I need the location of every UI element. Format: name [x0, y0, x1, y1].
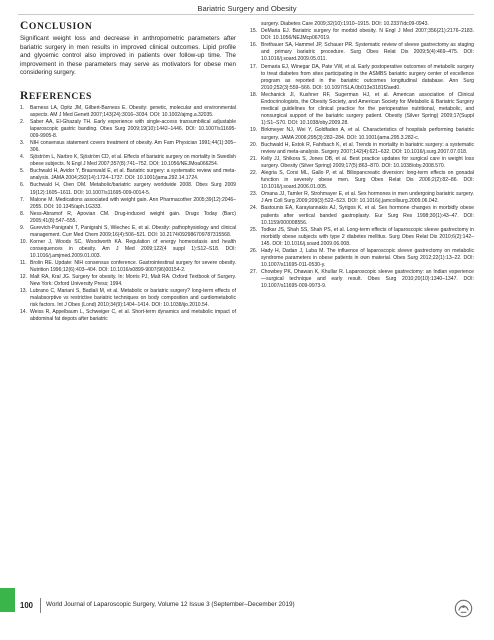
references-heading-cap: R — [20, 89, 29, 102]
conclusion-text: Significant weight loss and decrease in anthropometric parameters after bariatric surgery in men results in improved clinical outcomes. Lipid profile and glycemic control also improved in patients over follow-up time. The improvement in these parameters may serve as motivators for obese men considering surgery. — [20, 35, 236, 77]
running-head: Bariatric Surgery and Obesity — [197, 4, 297, 13]
publisher-logo-icon — [454, 599, 473, 618]
reference-text: Korner J, Woods SC, Woodworth KA. Regulation of energy homeostasis and health consequences in obesity. Am J Med 2009;122(4 suppl 1):S12–S18. DOI: 10.1016/j.amjmed.2009.01.003. — [30, 238, 236, 259]
reference-text: Weiss R, Appelbaum L, Schweiger C, et al. Short-term dynamics and metabolic impact of abdominal fat depots after bariatric — [30, 309, 236, 323]
reference-item — [250, 127, 474, 141]
reference-text: Birkmeyer NJ, Wei Y, Goldfaden A, et al. Characteristics of hospitals performing bariatric surgery. JAMA 2006;295(3):282–284. DOI: 10.1001/jama.295.3.282-c. — [261, 127, 474, 141]
reference-text: Malt RA, Kral JG. Surgery for obesity. In: Morris PJ, Malt RA. Oxford Textbook of Surgery. New York: Oxford University Press; 1994. — [30, 274, 236, 288]
reference-text: Chowbey PK, Dhawan K, Khullar R. Laparoscopic sleeve gastrectomy: an Indian experience—surgical technique and early result. Obes Surg 2010;20(10):1340–1347. DOI: 10.1007/s11695-009-9973-9. — [261, 269, 474, 290]
reference-text: Buchwald H, Estok R, Fahrbach K, et al. Trends in mortality in bariatric surgery: a systematic review and meta-analysis. Surgery 2007;142(4):621–632. DOI: 10.1016/j.surg.2007.07.018. — [261, 141, 474, 155]
reference-text: Mechanick JI, Kushner RF, Sugerman HJ, et al. American association of Clinical Endocrinologists, the Obesity Society, and American Society for Metabolic & Bariatric Surgery medical guidelines for clinical practice for the perioperative nutritional, metabolic, and nonsurgical support of the bariatric surgery patient. Obesity (Silver Spring) 2009;17(Suppl 1):S1–S70. DOI: 10.1038/oby.2009.28. — [261, 91, 474, 127]
reference-number: 4. — [20, 154, 25, 161]
reference-number: 18. — [250, 91, 258, 98]
reference-number: 14. — [20, 309, 28, 316]
reference-item — [250, 28, 474, 42]
reference-number: 7. — [20, 196, 25, 203]
conclusion-heading — [20, 20, 236, 32]
reference-text: Hady H, Dadan J, Luba M. The influence of laparoscopic sleeve gastrectomy on metabolic syndrome parameters in obese patients in own material. Obes Surg 2012;22(1):13–22. DOI: 10.1007/s11695-011-0530-y. — [261, 248, 474, 269]
journal-citation: World Journal of Laparoscopic Surgery, Volume 12 Issue 3 (September–December 2019) — [46, 601, 295, 608]
reference-number: 12. — [20, 274, 28, 281]
reference-number: 22. — [250, 169, 258, 176]
reference-text: Ness-Abramof R, Apovian CM. Drug-induced weight gain. Drugs Today (Barc) 2005;41(8):547–555. — [30, 210, 236, 224]
reference-number: 5. — [20, 168, 25, 175]
reference-text: DeMaria EJ. Bariatric surgery for morbid obesity. N Engl J Med 2007;356(21):2176–2183. DOI: 10.1056/NEJMcp067019. — [261, 28, 474, 42]
reference-number: 25. — [250, 226, 258, 233]
reference-item — [250, 42, 474, 63]
reference-text: Gurevich-Panigrahi T, Panigrahi S, Wiechec E, et al. Obesity: pathophysiology and clinical management. Curr Med Chem 2009;16(4):506–521. DOI: 10.2174/092986709787315568. — [30, 224, 236, 238]
reference-number: 3. — [20, 140, 25, 147]
reference-item — [20, 260, 236, 274]
reference-item — [20, 288, 236, 309]
reference-list-left — [20, 105, 236, 323]
right-column — [250, 21, 474, 291]
conclusion-heading-cap: C — [20, 20, 29, 32]
reference-item — [20, 105, 236, 119]
reference-number: 1. — [20, 104, 25, 111]
reference-number: 10. — [20, 238, 28, 245]
footer-divider — [40, 598, 41, 613]
reference-text: Demaria EJ, Winegar DA, Pate VW, et al. Early postoperative outcomes of metabolic surgery to treat diabetes from sites participating in the ASMBS bariatric surgery center of excellence program as reported in the bariatric outcomes longitudinal database. Ann Surg 2010;252(3):559–566. DOI: 10.1097/SLA.0b013e3181f2aed0. — [261, 63, 474, 91]
reference-number: 21. — [250, 155, 258, 162]
reference-item — [20, 168, 236, 182]
reference-item — [20, 154, 236, 168]
reference-item — [250, 92, 474, 127]
reference-item — [250, 170, 474, 191]
reference-number: 23. — [250, 191, 258, 198]
reference-text: Buchwald H, Avidor Y, Braunwald E, et al. Bariatric surgery: a systematic review and meta-analysis. JAMA 2004;292(14):1724–1737. DOI: 10.1001/jama.292.14.1724. — [30, 168, 236, 182]
reference-number: 20. — [250, 141, 258, 148]
reference-item — [250, 269, 474, 290]
reference-text: Todkar JS, Shah SS, Shah PS, et al. Long-term effects of laparoscopic sleeve gastrectomy in morbidly obese subjects with type 2 diabetes mellitus. Surg Obes Relat Dis 2010;6(2):142–145. DOI: 10.1016/j.soard.2009.06.008. — [261, 226, 474, 247]
reference-item — [20, 119, 236, 140]
references-heading-rest: EFERENCES — [28, 90, 92, 102]
footer-accent-bar — [0, 588, 15, 612]
reference-item — [20, 309, 236, 323]
reference-item — [250, 21, 474, 28]
reference-item — [20, 239, 236, 260]
reference-text: Barness LA, Opitz JM, Gilbert-Barness E. Obesity: genetic, molecular and environmental aspects. AM J Med Genett 2007;143(24):3016–3034. DOI: 10.1002/ajmg.a.32035. — [30, 104, 236, 119]
reference-number: 11. — [20, 260, 27, 266]
reference-text: Saber AA, El-Ghazaly TH. Early experience with single-access transumbilical adjustable laparoscopic gastric banding. Obes Surg 2009;19(10):1442–1446. DOI: 10.1007/s11695-009-9905-8. — [30, 119, 236, 140]
reference-number: 15. — [250, 28, 258, 35]
reference-number: 19. — [250, 127, 258, 134]
reference-text: Buchwald H, Oien DM. Metabolic/bariatric surgery worldwide 2008. Obes Surg 2009 19(12):1605–1611. DOI: 10.1007/s11695-009-0014-5. — [30, 182, 236, 196]
reference-item — [20, 274, 236, 288]
references-heading — [20, 90, 236, 102]
reference-item — [250, 156, 474, 170]
reference-text: Malone M. Medications associated with weight gain. Ann Pharmacother 2005;39(12):2046–2055. DOI: 10.1345/aph.1G333. — [30, 196, 236, 210]
reference-text: Lubrano C, Mariani S, Badiali M, et al. Metabolic or bariatric surgery? long-term effects of malabsorptive vs restrictive bariatric techniques on body composition and cardiometabolic risk factors. Int J Obes (Lond) 2010;34(9):1404–1414. DOI: 10.1038/ijo.2010.54. — [30, 288, 236, 309]
reference-text: Bastounis EA, Karayiannakis AJ, Syrigos K, et al. Sex hormone changes in morbidly obese patients after vertical banded gastroplasty. Eur Surg Res 1998;30(1):43–47. DOI: 10.1159/000008556. — [261, 205, 474, 226]
reference-list-right — [250, 21, 474, 291]
reference-item — [250, 227, 474, 248]
reference-text: surgery. Diabetes Care 2009;32(10):1910–1915. DOI: 10.2337/dc09-0943. — [261, 21, 429, 27]
reference-number: 2. — [20, 119, 25, 126]
reference-item — [250, 205, 474, 226]
reference-number: 6. — [20, 182, 25, 189]
reference-number: 27. — [250, 269, 258, 276]
reference-item — [250, 248, 474, 269]
reference-item — [20, 225, 236, 239]
reference-text: Sjöström L, Narbro K, Sjöström CD, et al. Effects of bariatric surgery on mortality in Swedish obese subjects. N Engl J Med 2007;357(8):741–752. DOI: 10.1056/NEJMoa066254. — [30, 154, 236, 168]
reference-item — [20, 211, 236, 225]
reference-item — [250, 64, 474, 92]
reference-number: 9. — [20, 224, 25, 231]
reference-text: Brethauer SA, Hammel JP, Schauer PR. Systematic review of sleeve gastrectomy as staging and primary bariatric procedure. Surg Obes Relat Dis 2009;5(4):469–475. DOI: 10.1016/j.soard.2009.05.011. — [261, 42, 474, 63]
reference-item — [20, 182, 236, 196]
reference-number: 13. — [20, 288, 28, 295]
page-number: 100 — [20, 601, 34, 610]
reference-item — [250, 142, 474, 156]
reference-number: 24. — [250, 205, 258, 212]
header-rule — [18, 14, 474, 15]
reference-number: 8. — [20, 210, 25, 217]
reference-text: Kelly JJ, Shikora S, Jones DB, et al. Best practice updates for surgical care in weight loss surgery. Obesity (Silver Spring) 2009;17(5):863–870. DOI: 10.1038/oby.2008.570. — [261, 155, 474, 169]
left-column — [20, 20, 236, 323]
reference-item — [250, 191, 474, 205]
reference-text: NIH consensus statement covers treatment of obesity. Am Fam Physician 1991;44(1):305–306. — [30, 140, 236, 154]
reference-text: Alegria S, Corsi ML, Gallo P, et al. Biliopancreatic diversion: long-term effects on gonadal function in severely obese men. Surg Obes Relat Dis 2006;2(2):82–86. DOI: 10.1016/j.soard.2006.01.005. — [261, 169, 474, 191]
conclusion-heading-rest: ONCLUSION — [28, 21, 93, 32]
reference-number: 26. — [250, 248, 258, 254]
reference-text: Brolin RE. Update: NIH consensus conference. Gastrointestinal surgery for severe obesity. Nutrition 1996;12(6):403–404. DOI: 10.1016/s0899-9007(96)00154-2. — [30, 260, 236, 274]
reference-number: 16. — [250, 42, 258, 49]
reference-number: 17. — [250, 63, 258, 70]
reference-text: Omana JJ, Tamler R, Strohmayer E, et al. Sex hormones in men undergoing bariatric surgery. J Am Coll Surg 2009;209(3):522–523. DOI: 10.1016/j.jamcollsurg.2009.06.042. — [261, 191, 474, 205]
reference-item — [20, 197, 236, 211]
reference-item — [20, 140, 236, 154]
